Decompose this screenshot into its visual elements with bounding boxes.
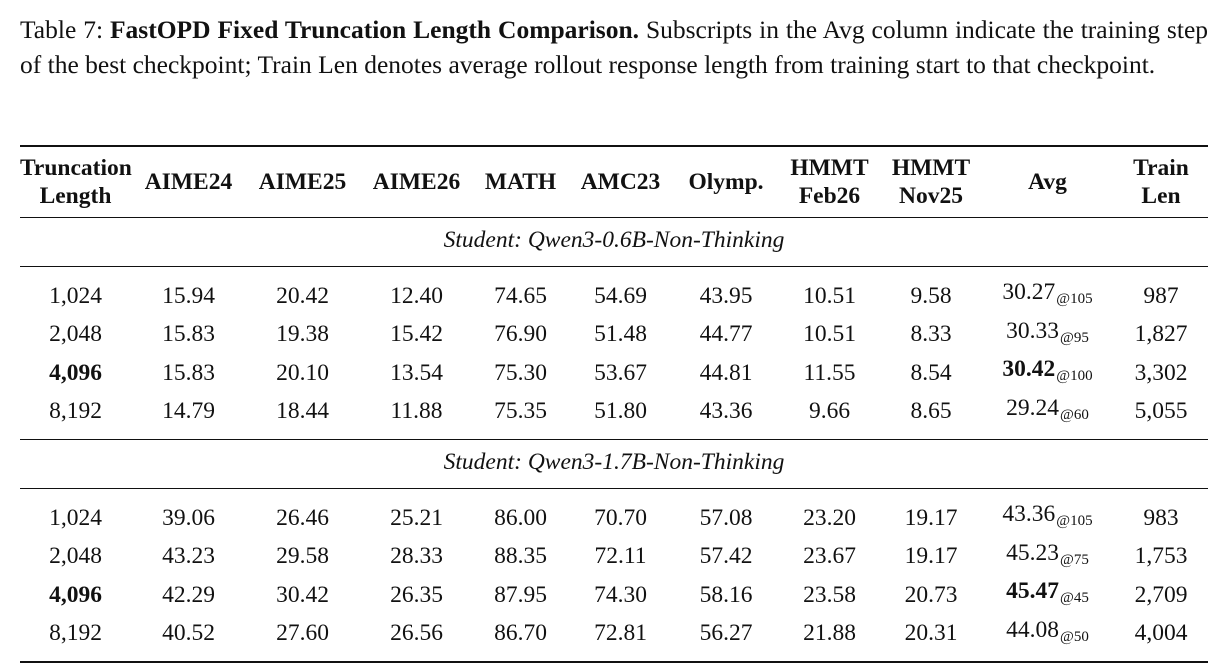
avg-cell xyxy=(981,267,1114,316)
table-row xyxy=(20,576,1208,615)
column-header-line: Length xyxy=(39,183,112,209)
score-cell: 56.27 xyxy=(674,615,778,663)
score-cell: 11.88 xyxy=(359,393,474,440)
table-row xyxy=(20,615,1208,663)
table-label: Table 7: xyxy=(20,15,104,44)
avg-value: 44.08 xyxy=(1006,616,1060,643)
table-row xyxy=(20,489,1208,538)
column-header-line: Feb26 xyxy=(798,183,861,209)
best-step-subscript: @50 xyxy=(1060,628,1089,645)
truncation-length-cell: 1,024 xyxy=(49,282,102,309)
score-cell: 28.33 xyxy=(390,543,443,569)
score-cell: 43.95 xyxy=(699,282,753,309)
score-cell: 10.51 xyxy=(803,321,856,347)
column-header xyxy=(981,146,1114,218)
score-cell: 20.10 xyxy=(276,359,329,386)
score-cell: 15.42 xyxy=(390,321,443,347)
truncation-length-cell: 2,048 xyxy=(49,543,102,569)
column-header-line: Train xyxy=(1133,155,1189,181)
column-header xyxy=(246,146,359,218)
train-len-cell: 4,004 xyxy=(1114,615,1208,663)
score-cell: 42.29 xyxy=(162,581,215,608)
avg-value: 43.36 xyxy=(1002,501,1056,527)
score-cell: 74.65 xyxy=(494,282,547,309)
avg-cell xyxy=(981,615,1114,663)
score-cell: 18.44 xyxy=(246,393,359,440)
train-len-cell: 2,709 xyxy=(1134,581,1188,608)
avg-value: 45.47 xyxy=(1006,578,1060,604)
score-cell: 43.36 xyxy=(674,393,778,440)
score-cell: 27.60 xyxy=(246,615,359,663)
score-cell: 19.17 xyxy=(904,504,958,531)
section-title: Student: Qwen3-1.7B-Non-Thinking xyxy=(20,440,1208,489)
score-cell: 15.83 xyxy=(162,359,215,386)
score-cell: 23.20 xyxy=(803,504,856,531)
column-header xyxy=(881,146,981,218)
table-row xyxy=(20,267,1208,316)
score-cell: 88.35 xyxy=(494,543,547,569)
score-cell: 8.54 xyxy=(910,359,952,386)
score-cell: 72.81 xyxy=(567,615,674,663)
avg-cell xyxy=(981,576,1114,615)
column-header-line: MATH xyxy=(484,169,557,195)
column-header xyxy=(474,146,567,218)
column-header xyxy=(674,146,778,218)
score-cell: 12.40 xyxy=(390,282,443,309)
score-cell: 58.16 xyxy=(699,581,753,608)
table-row xyxy=(20,354,1208,393)
score-cell: 57.08 xyxy=(699,504,753,531)
column-header-line: HMMT xyxy=(790,155,869,181)
column-header xyxy=(359,146,474,218)
score-cell: 44.77 xyxy=(699,321,753,347)
score-cell: 87.95 xyxy=(494,581,547,608)
best-step-subscript: @105 xyxy=(1056,291,1093,307)
table-row xyxy=(20,393,1208,440)
best-step-subscript: @60 xyxy=(1060,406,1089,423)
score-cell: 26.56 xyxy=(359,615,474,663)
column-header xyxy=(567,146,674,218)
column-header xyxy=(20,146,131,218)
train-len-cell: 1,753 xyxy=(1134,543,1188,569)
column-header-line: AIME26 xyxy=(372,169,461,195)
score-cell: 86.00 xyxy=(494,504,547,531)
truncation-length-cell: 1,024 xyxy=(49,504,102,531)
score-cell: 44.81 xyxy=(699,359,753,386)
truncation-length-cell: 2,048 xyxy=(49,321,102,347)
best-step-subscript: @95 xyxy=(1060,329,1089,346)
score-cell: 86.70 xyxy=(474,615,567,663)
score-cell: 53.67 xyxy=(594,359,647,386)
score-cell: 20.42 xyxy=(276,282,329,309)
avg-cell xyxy=(981,354,1114,393)
score-cell: 54.69 xyxy=(594,282,647,309)
score-cell: 21.88 xyxy=(778,615,881,663)
score-cell: 43.23 xyxy=(162,543,215,569)
table-caption xyxy=(20,12,1208,82)
avg-value: 45.23 xyxy=(1006,539,1060,566)
train-len-cell: 1,827 xyxy=(1134,321,1188,347)
score-cell: 9.66 xyxy=(778,393,881,440)
avg-value: 30.42 xyxy=(1002,356,1056,382)
score-cell: 9.58 xyxy=(910,282,952,309)
truncation-length-cell: 8,192 xyxy=(20,393,131,440)
truncation-length-cell: 4,096 xyxy=(49,581,102,608)
score-cell: 8.33 xyxy=(910,321,952,347)
score-cell: 19.17 xyxy=(904,543,958,569)
truncation-length-cell: 8,192 xyxy=(20,615,131,663)
column-header xyxy=(1114,146,1208,218)
avg-cell xyxy=(981,489,1114,538)
score-cell: 51.48 xyxy=(594,321,647,347)
score-cell: 19.38 xyxy=(276,321,329,347)
train-len-cell: 987 xyxy=(1143,282,1179,309)
truncation-length-cell: 4,096 xyxy=(49,359,102,386)
score-cell: 75.30 xyxy=(494,359,547,386)
score-cell: 74.30 xyxy=(594,581,647,608)
score-cell: 39.06 xyxy=(162,504,215,531)
avg-value: 30.33 xyxy=(1006,317,1060,344)
score-cell: 13.54 xyxy=(390,359,443,386)
table-title: FastOPD Fixed Truncation Length Comparison. xyxy=(109,15,640,44)
score-cell: 70.70 xyxy=(594,504,647,531)
group-qwen3-0.6b xyxy=(20,218,1208,440)
train-len-cell: 5,055 xyxy=(1114,393,1208,440)
avg-value: 30.27 xyxy=(1002,279,1056,305)
group-qwen3-1.7b xyxy=(20,440,1208,663)
train-len-cell: 3,302 xyxy=(1134,359,1188,386)
section-row xyxy=(20,218,1208,267)
score-cell: 30.42 xyxy=(276,581,329,608)
score-cell: 72.11 xyxy=(594,543,647,569)
score-cell: 10.51 xyxy=(803,282,856,309)
best-step-subscript: @75 xyxy=(1060,551,1089,568)
column-header-line: HMMT xyxy=(891,155,971,181)
score-cell: 51.80 xyxy=(567,393,674,440)
column-header-line: Len xyxy=(1141,183,1181,209)
score-cell: 8.65 xyxy=(881,393,981,440)
score-cell: 14.79 xyxy=(131,393,246,440)
avg-value: 29.24 xyxy=(1006,394,1060,421)
score-cell: 40.52 xyxy=(131,615,246,663)
table-row xyxy=(20,538,1208,577)
best-step-subscript: @105 xyxy=(1056,513,1093,529)
score-cell: 15.94 xyxy=(162,282,215,309)
column-header-line: AIME24 xyxy=(144,169,233,195)
column-header-line: AMC23 xyxy=(580,169,661,195)
score-cell: 76.90 xyxy=(494,321,547,347)
avg-cell xyxy=(981,393,1114,440)
column-header-line: AIME25 xyxy=(258,169,347,195)
table-row xyxy=(20,316,1208,355)
score-cell: 25.21 xyxy=(390,504,443,531)
best-step-subscript: @45 xyxy=(1060,590,1089,606)
column-header-line: Truncation xyxy=(20,155,132,181)
score-cell: 57.42 xyxy=(699,543,753,569)
column-header-line: Olymp. xyxy=(688,169,764,195)
header-row xyxy=(20,146,1208,218)
score-cell: 29.58 xyxy=(276,543,329,569)
score-cell: 75.35 xyxy=(474,393,567,440)
section-row xyxy=(20,440,1208,489)
score-cell: 23.58 xyxy=(803,581,856,608)
results-table xyxy=(20,145,1208,663)
column-header xyxy=(131,146,246,218)
column-header xyxy=(778,146,881,218)
best-step-subscript: @100 xyxy=(1056,368,1093,384)
section-title: Student: Qwen3-0.6B-Non-Thinking xyxy=(20,218,1208,267)
avg-cell xyxy=(981,316,1114,355)
score-cell: 20.31 xyxy=(881,615,981,663)
train-len-cell: 983 xyxy=(1143,504,1179,531)
score-cell: 11.55 xyxy=(803,359,856,386)
score-cell: 26.35 xyxy=(390,581,443,608)
caption-text: Subscripts in the Avg column indicate the training step of the best checkpoint; Train Len denotes average rollout response length from training start to that checkpoint. xyxy=(20,15,1209,79)
score-cell: 20.73 xyxy=(904,581,958,608)
avg-cell xyxy=(981,538,1114,577)
score-cell: 23.67 xyxy=(803,543,856,569)
column-header-line: Nov25 xyxy=(899,183,963,209)
score-cell: 26.46 xyxy=(276,504,329,531)
column-header-line: Avg xyxy=(1028,169,1067,195)
score-cell: 15.83 xyxy=(162,321,215,347)
